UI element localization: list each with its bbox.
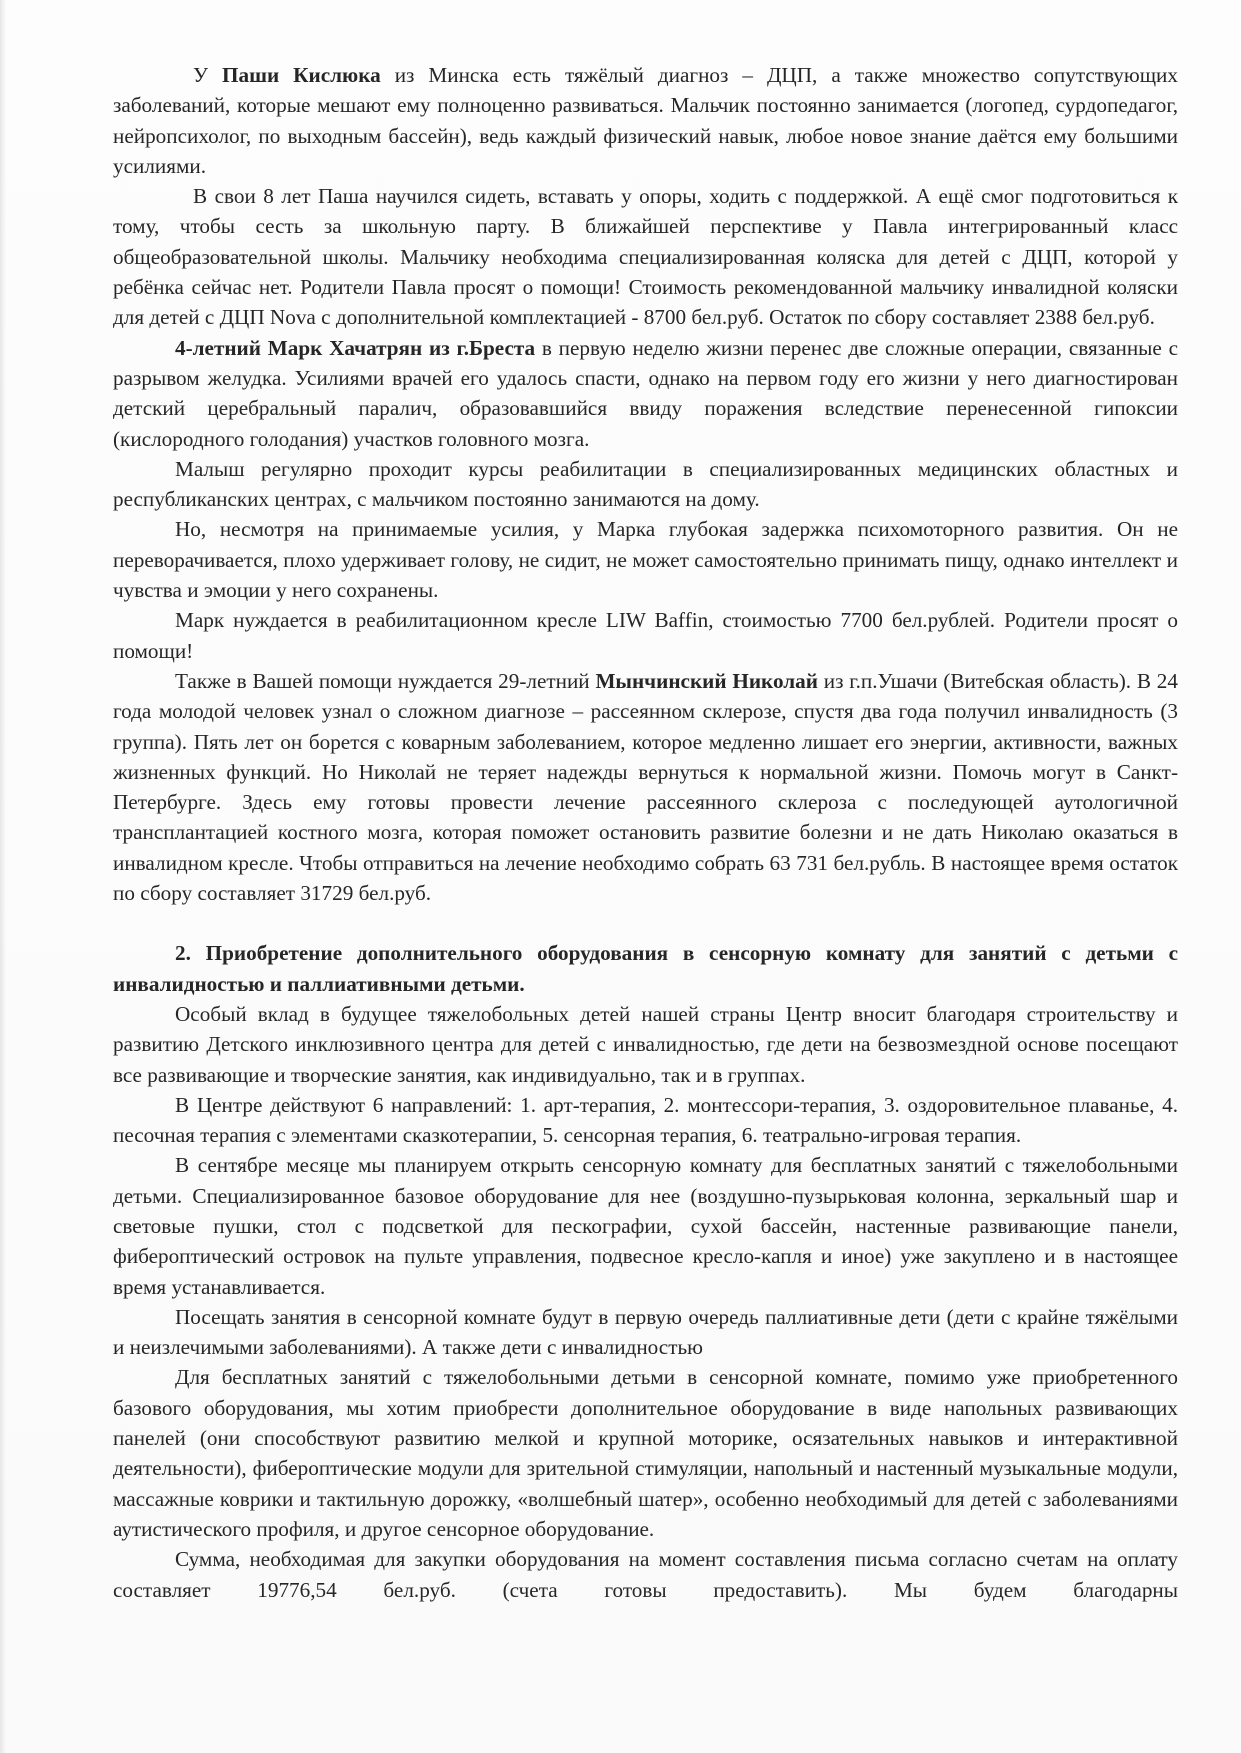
paragraph-sum-needed: Сумма, необходимая для закупки оборудования на момент составления письма согласно счетам на оплату составляет 19776,54 бел.руб. (счета готовы предоставить). Мы будем благодарны — [113, 1547, 1178, 1602]
name-mark: 4-летний Марк Хачатрян из г.Бреста — [175, 335, 536, 360]
paragraph-inclusive-center: Особый вклад в будущее тяжелобольных детей нашей страны Центр вносит благодаря строительству и развитию Детского инклюзивного центра для детей с инвалидностью, где дети на безвозмездной основе посещают все развивающие и творческие занятия, как индивидуально, так и в группах. — [113, 1001, 1178, 1087]
paragraph-mark-rehab: Малыш регулярно проходит курсы реабилитации в специализированных медицинских областных и республиканских центрах, с мальчиком постоянно занимаются на дому. — [113, 456, 1178, 512]
name-nikolai: Мынчинский Николай — [595, 668, 818, 693]
paragraph-pasha-pre: У — [193, 63, 222, 87]
paragraph-mark-post: в первую неделю жизни перенес две сложные операции, связанные с разрывом желудка. Усилиями врачей его удалось спасти, однако на первом году его жизни у него диагностирован детский церебральный паралич, образовавшийся ввиду поражения вследствие перенесенной гипоксии (кислородного голодания) участков головного мозга. — [113, 335, 1178, 451]
paragraph-nikolai — [113, 666, 1178, 908]
paragraph-sensory-room-attendees: Посещать занятия в сенсорной комнате будут в первую очередь паллиативные дети (дети с крайне тяжёлыми и неизлечимыми заболеваниями). А также дети с инвалидностью — [113, 1304, 1178, 1360]
paragraph-directions: В Центре действуют 6 направлений: 1. арт-терапия, 2. монтессори-терапия, 3. оздоровительное плаванье, 4. песочная терапия с элементами сказкотерапии, 5. сенсорная терапия, 6. театрально-игровая терапия. — [113, 1092, 1178, 1148]
scan-edge-shadow — [0, 0, 6, 1753]
paragraph-sensory-room-plan: В сентябре месяце мы планируем открыть сенсорную комнату для бесплатных занятий с тяжелобольными детьми. Специализированное базовое оборудование для нее (воздушно-пузырьковая колонна, зеркальный шар и световые пушки, стол с подсветкой для пескографии, сухой бассейн, настенные развивающие панели, фибероптический островок на пульте управления, подвесное кресло-капля и иное) уже закуплено и в настоящее время устанавливается. — [113, 1153, 1178, 1299]
section-heading-sensory-room: 2. Приобретение дополнительного оборудования в сенсорную комнату для занятий с детьми с инвалидностью и паллиативными детьми. — [113, 941, 1178, 996]
paragraph-pasha-post: из Минска есть тяжёлый диагноз – ДЦП, а также множество сопутствующих заболеваний, которые мешают ему полноценно развиваться. Мальчик постоянно занимается (логопед, сурдопедагог, нейропсихолог, по выходным бассейн), ведь каждый физический навык, любое новое знание даётся ему большими усилиями. — [113, 63, 1178, 178]
paragraph-additional-equipment: Для бесплатных занятий с тяжелобольными детьми в сенсорной комнате, помимо уже приобретенного базового оборудования, мы хотим приобрести дополнительное оборудование в виде напольных развивающих панелей (они способствуют развитию мелкой и крупной моторике, осязательных навыков и интерактивной деятельности), фибероптические модули для зрительной стимуляции, напольный и настенный музыкальные модули, массажные коврики и тактильную дорожку, «волшебный шатер», особенно необходимый для детей с заболеваниями аутистического профиля, и другое сенсорное оборудование. — [113, 1365, 1178, 1541]
paragraph-nikolai-post: из г.п.Ушачи (Витебская область). В 24 года молодой человек узнал о сложном диагнозе – рассеянном склерозе, спустя два года получил инвалидность (3 группа). Пять лет он борется с коварным заболеванием, которое медленно лишает его энергии, активности, важных жизненных функций. Но Николай не теряет надежды вернуться к нормальной жизни. Помочь могут в Санкт-Петербурге. Здесь ему готовы провести лечение рассеянного склероза с последующей аутологичной трансплантацией костного мозга, которая поможет остановить развитие болезни и не дать Николаю оказаться в инвалидном кресле. Чтобы отправиться на лечение необходимо собрать 63 731 бел.рубль. В настоящее время остаток по сбору составляет 31729 бел.руб. — [113, 668, 1178, 906]
paragraph-mark-need: Марк нуждается в реабилитационном кресле LIW Baffin, стоимостью 7700 бел.рублей. Родители просят о помощи! — [113, 608, 1178, 663]
paragraph-pasha-diagnosis — [113, 60, 1178, 181]
paragraph-mark-condition: Но, несмотря на принимаемые усилия, у Марка глубокая задержка психомоторного развития. Он не переворачивается, плохо удерживает голову, не сидит, не может самостоятельно принимать пищу, однако интеллект и чувства и эмоции у него сохранены. — [113, 517, 1178, 603]
paragraph-nikolai-pre: Также в Вашей помощи нуждается 29-летний — [175, 668, 596, 693]
name-pasha: Паши Кислюка — [222, 63, 381, 87]
paragraph-pasha-progress: В свои 8 лет Паша научился сидеть, вставать у опоры, ходить с поддержкой. А ещё смог подготовиться к тому, чтобы сесть за школьную парту. В ближайшей перспективе у Павла интегрированный класс общеобразовательной школы. Мальчику необходима специализированная коляска для детей с ДЦП, которой у ребёнка сейчас нет. Родители Павла просят о помощи! Стоимость рекомендованной мальчику инвалидной коляски для детей с ДЦП Nova с дополнительной комплектацией - 8700 бел.руб. Остаток по сбору составляет 2388 бел.руб. — [113, 184, 1178, 330]
section-gap — [113, 908, 1178, 938]
paragraph-mark-diagnosis — [113, 333, 1178, 454]
document-body — [113, 60, 1178, 1605]
